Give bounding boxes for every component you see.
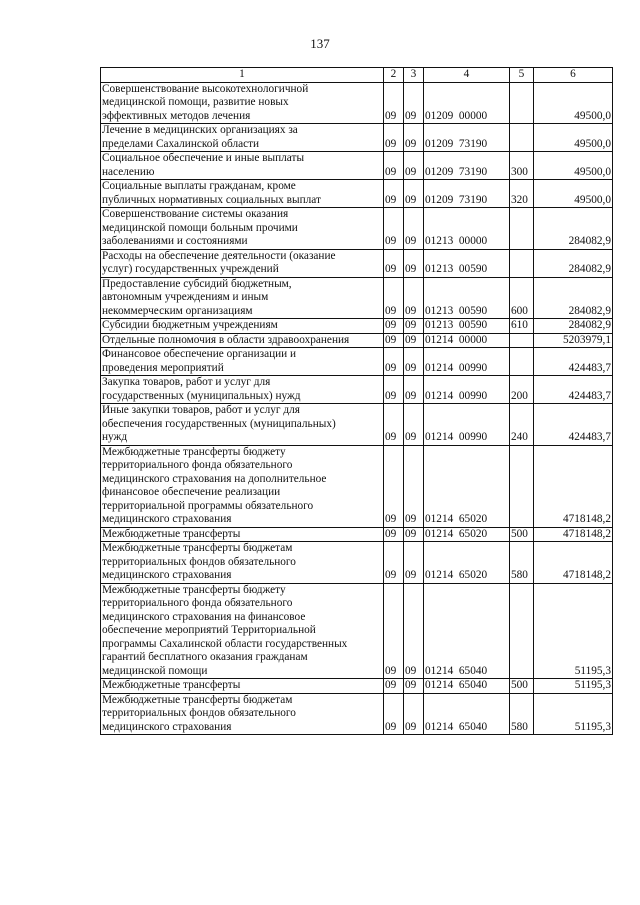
row-target-article: 01214 00000 xyxy=(424,333,510,348)
column-header: 1 xyxy=(101,68,384,83)
row-target-article: 01214 00990 xyxy=(424,348,510,376)
row-amount: 4718148,2 xyxy=(534,542,613,584)
row-section: 09 xyxy=(384,445,404,527)
row-subsection: 09 xyxy=(404,404,424,446)
row-section: 09 xyxy=(384,404,404,446)
row-expense-type: 320 xyxy=(510,180,534,208)
table-row xyxy=(101,180,613,208)
row-amount: 49500,0 xyxy=(534,180,613,208)
row-name: Межбюджетные трансферты бюджетам территориальных фондов обязательного медицинского страхования xyxy=(101,693,384,735)
row-expense-type: 500 xyxy=(510,527,534,542)
row-expense-type xyxy=(510,348,534,376)
row-section: 09 xyxy=(384,333,404,348)
row-target-article: 01214 00990 xyxy=(424,404,510,446)
row-target-article: 01209 73190 xyxy=(424,152,510,180)
row-subsection: 09 xyxy=(404,277,424,319)
row-target-article: 01214 65040 xyxy=(424,693,510,735)
row-subsection: 09 xyxy=(404,542,424,584)
row-target-article: 01209 73190 xyxy=(424,180,510,208)
row-amount: 51195,3 xyxy=(534,693,613,735)
row-amount: 49500,0 xyxy=(534,152,613,180)
row-section: 09 xyxy=(384,180,404,208)
row-section: 09 xyxy=(384,152,404,180)
budget-table xyxy=(100,67,613,735)
row-target-article: 01213 00590 xyxy=(424,249,510,277)
row-name: Субсидии бюджетным учреждениям xyxy=(101,319,384,334)
row-target-article: 01214 65020 xyxy=(424,527,510,542)
table-row xyxy=(101,445,613,527)
table-row xyxy=(101,249,613,277)
row-subsection: 09 xyxy=(404,679,424,694)
table-header-row xyxy=(101,68,613,83)
table-row xyxy=(101,152,613,180)
row-section: 09 xyxy=(384,376,404,404)
row-name: Расходы на обеспечение деятельности (оказание услуг) государственных учреждений xyxy=(101,249,384,277)
table-row xyxy=(101,82,613,124)
row-amount: 424483,7 xyxy=(534,376,613,404)
row-expense-type: 580 xyxy=(510,542,534,584)
row-name: Финансовое обеспечение организации и проведения мероприятий xyxy=(101,348,384,376)
row-amount: 284082,9 xyxy=(534,277,613,319)
row-subsection: 09 xyxy=(404,152,424,180)
table-row xyxy=(101,404,613,446)
row-section: 09 xyxy=(384,277,404,319)
table-row xyxy=(101,679,613,694)
row-amount: 51195,3 xyxy=(534,679,613,694)
row-name: Отдельные полномочия в области здравоохранения xyxy=(101,333,384,348)
row-expense-type: 300 xyxy=(510,152,534,180)
row-name: Совершенствование высокотехнологичной медицинской помощи, развитие новых эффективных методов лечения xyxy=(101,82,384,124)
row-section: 09 xyxy=(384,82,404,124)
row-name: Межбюджетные трансферты бюджету территориального фонда обязательного медицинского страхования на финансовое обеспечение мероприятий Территориальной программы Сахалинской области государственных гарантий бесплатного оказания гражданам медицинской помощи xyxy=(101,583,384,679)
row-subsection: 09 xyxy=(404,124,424,152)
row-amount: 4718148,2 xyxy=(534,445,613,527)
table-row xyxy=(101,208,613,250)
row-subsection: 09 xyxy=(404,180,424,208)
row-expense-type: 580 xyxy=(510,693,534,735)
table-row xyxy=(101,693,613,735)
row-amount: 424483,7 xyxy=(534,404,613,446)
table-row xyxy=(101,583,613,679)
column-header: 2 xyxy=(384,68,404,83)
row-section: 09 xyxy=(384,124,404,152)
row-target-article: 01209 00000 xyxy=(424,82,510,124)
row-section: 09 xyxy=(384,348,404,376)
row-subsection: 09 xyxy=(404,445,424,527)
row-expense-type xyxy=(510,249,534,277)
row-section: 09 xyxy=(384,208,404,250)
row-target-article: 01209 73190 xyxy=(424,124,510,152)
row-expense-type: 610 xyxy=(510,319,534,334)
table-row xyxy=(101,348,613,376)
row-expense-type xyxy=(510,124,534,152)
row-amount: 284082,9 xyxy=(534,249,613,277)
row-subsection: 09 xyxy=(404,249,424,277)
row-expense-type xyxy=(510,583,534,679)
row-section: 09 xyxy=(384,527,404,542)
table-row xyxy=(101,277,613,319)
row-expense-type xyxy=(510,208,534,250)
column-header: 3 xyxy=(404,68,424,83)
row-expense-type: 600 xyxy=(510,277,534,319)
row-expense-type xyxy=(510,445,534,527)
row-expense-type: 500 xyxy=(510,679,534,694)
row-name: Закупка товаров, работ и услуг для государственных (муниципальных) нужд xyxy=(101,376,384,404)
row-subsection: 09 xyxy=(404,583,424,679)
row-expense-type: 240 xyxy=(510,404,534,446)
row-section: 09 xyxy=(384,249,404,277)
row-target-article: 01213 00590 xyxy=(424,277,510,319)
row-expense-type xyxy=(510,82,534,124)
row-name: Межбюджетные трансферты бюджету территориального фонда обязательного медицинского страхования на дополнительное финансовое обеспечение реализации территориальной программы обязательного медицинского страхования xyxy=(101,445,384,527)
table-row xyxy=(101,542,613,584)
row-amount: 4718148,2 xyxy=(534,527,613,542)
table-row xyxy=(101,333,613,348)
row-subsection: 09 xyxy=(404,348,424,376)
row-subsection: 09 xyxy=(404,693,424,735)
row-name: Иные закупки товаров, работ и услуг для обеспечения государственных (муниципальных) нужд xyxy=(101,404,384,446)
row-name: Лечение в медицинских организациях за пределами Сахалинской области xyxy=(101,124,384,152)
row-subsection: 09 xyxy=(404,82,424,124)
row-name: Предоставление субсидий бюджетным, автономным учреждениям и иным некоммерческим организациям xyxy=(101,277,384,319)
column-header: 4 xyxy=(424,68,510,83)
row-section: 09 xyxy=(384,542,404,584)
row-section: 09 xyxy=(384,583,404,679)
page-number: 137 xyxy=(310,36,330,51)
row-target-article: 01214 00990 xyxy=(424,376,510,404)
table-row xyxy=(101,319,613,334)
row-section: 09 xyxy=(384,319,404,334)
row-amount: 284082,9 xyxy=(534,319,613,334)
row-amount: 284082,9 xyxy=(534,208,613,250)
row-target-article: 01213 00000 xyxy=(424,208,510,250)
row-target-article: 01214 65020 xyxy=(424,445,510,527)
row-expense-type xyxy=(510,333,534,348)
row-subsection: 09 xyxy=(404,527,424,542)
row-name: Социальные выплаты гражданам, кроме публичных нормативных социальных выплат xyxy=(101,180,384,208)
table-row xyxy=(101,527,613,542)
row-amount: 49500,0 xyxy=(534,82,613,124)
row-target-article: 01214 65040 xyxy=(424,679,510,694)
row-name: Межбюджетные трансферты бюджетам территориальных фондов обязательного медицинского страхования xyxy=(101,542,384,584)
row-amount: 424483,7 xyxy=(534,348,613,376)
table-row xyxy=(101,124,613,152)
row-target-article: 01214 65020 xyxy=(424,542,510,584)
row-subsection: 09 xyxy=(404,208,424,250)
row-name: Межбюджетные трансферты xyxy=(101,527,384,542)
row-target-article: 01213 00590 xyxy=(424,319,510,334)
row-section: 09 xyxy=(384,693,404,735)
row-amount: 51195,3 xyxy=(534,583,613,679)
row-name: Социальное обеспечение и иные выплаты населению xyxy=(101,152,384,180)
table-row xyxy=(101,376,613,404)
row-amount: 49500,0 xyxy=(534,124,613,152)
row-expense-type: 200 xyxy=(510,376,534,404)
column-header: 5 xyxy=(510,68,534,83)
row-subsection: 09 xyxy=(404,319,424,334)
row-target-article: 01214 65040 xyxy=(424,583,510,679)
row-subsection: 09 xyxy=(404,333,424,348)
column-header: 6 xyxy=(534,68,613,83)
row-amount: 5203979,1 xyxy=(534,333,613,348)
row-name: Межбюджетные трансферты xyxy=(101,679,384,694)
row-section: 09 xyxy=(384,679,404,694)
row-name: Совершенствование системы оказания медицинской помощи больным прочими заболеваниями и состояниями xyxy=(101,208,384,250)
row-subsection: 09 xyxy=(404,376,424,404)
